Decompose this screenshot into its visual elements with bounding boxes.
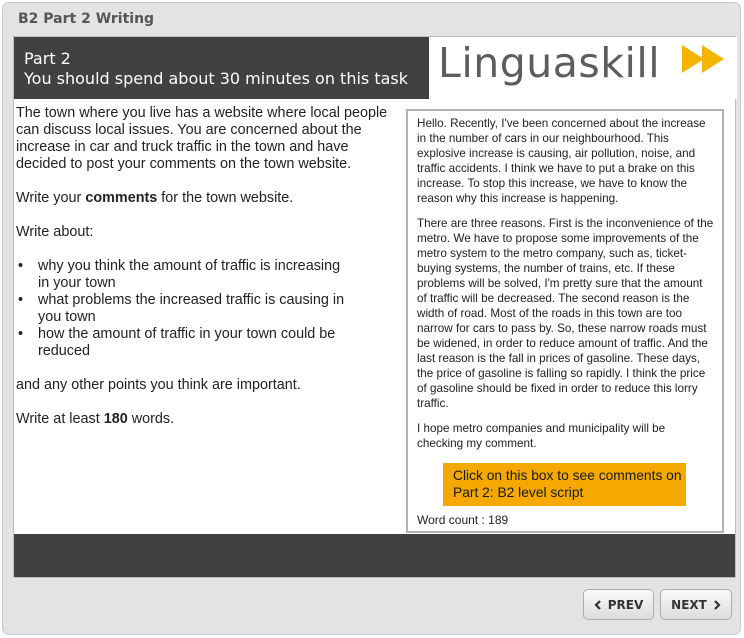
min-prefix: Write at least — [16, 411, 104, 427]
part-label: Part 2 — [24, 49, 71, 68]
next-label: NEXT — [671, 597, 707, 612]
bullet-icon: • — [18, 292, 24, 308]
other-points: and any other points you think are important. — [16, 377, 301, 393]
write-suffix: for the town website. — [157, 190, 294, 206]
response-box[interactable] — [406, 109, 724, 533]
task-intro: The town where you live has a website where local people can discuss local issues. You are concerned about the increase in car and truck traffic in the town and have decided to post your comments on the town website. — [16, 105, 388, 172]
list-item — [16, 258, 396, 292]
linguaskill-logo — [432, 37, 737, 99]
logo-arrows-icon — [682, 45, 730, 73]
response-paragraph: Hello. Recently, I've been concerned about the increase in the number of cars in our neighbourhood. This explosive increase is causing, air pollution, noise, and traffic accidents. I think we have to put a brake on this increase. To stop this increase, we have to know the reason why this increase is happening. — [417, 117, 706, 205]
task-header — [14, 37, 429, 99]
word-count-label: Word count : — [417, 513, 485, 527]
write-about-label: Write about: — [16, 224, 94, 240]
logo-text: Linguaskill — [438, 39, 661, 87]
list-item — [16, 326, 396, 360]
time-instruction: You should spend about 30 minutes on this task — [24, 69, 408, 88]
word-count-value: 189 — [488, 513, 509, 527]
bullet-icon: • — [18, 326, 24, 342]
bullet-text: how the amount of traffic in your town could be reduced — [38, 326, 336, 359]
write-bold: comments — [85, 190, 158, 206]
prev-button[interactable] — [583, 589, 654, 620]
word-count — [417, 513, 508, 528]
app-title: B2 Part 2 Writing — [18, 11, 155, 27]
next-button[interactable] — [660, 589, 732, 620]
bullet-icon: • — [18, 258, 24, 274]
response-paragraph: I hope metro companies and municipality will be checking my comment. — [417, 422, 666, 450]
bullet-text: what problems the increased traffic is causing in you town — [38, 292, 345, 325]
min-suffix: words. — [127, 411, 175, 427]
write-prefix: Write your — [16, 190, 86, 206]
task-bullets — [16, 258, 396, 360]
bullet-text: why you think the amount of traffic is increasing in your town — [38, 258, 341, 291]
chevron-left-icon — [594, 600, 602, 610]
app-window — [2, 2, 741, 635]
content-panel — [13, 36, 736, 578]
see-comments-button[interactable]: Click on this box to see comments on Part 2: B2 level script — [443, 463, 686, 506]
response-paragraph: There are three reasons. First is the inconvenience of the metro. We have to propose some improvements of the metro system to the metro company, such as, ticket-buying systems, the number of trains, etc. If these problems will be solved, I'm pretty sure that the amount of traffic will be decreased. The second reason is the width of road. Most of the roads in this town are too narrow for cars to pass by. So, these narrow roads must be widened, in order to reduce amount of traffic. And the last reason is the fall in prices of gasoline. These days, the price of gasoline is falling so rapidly. I think the price of gasoline should be fixed in order to reduce this lorry traffic. — [417, 217, 714, 410]
footer-bar — [14, 534, 735, 577]
word-minimum — [16, 411, 396, 428]
prev-label: PREV — [607, 597, 644, 612]
list-item — [16, 292, 396, 326]
chevron-right-icon — [713, 600, 721, 610]
task-instructions — [16, 105, 396, 445]
min-words: 180 — [103, 411, 128, 427]
write-instruction — [16, 190, 396, 207]
